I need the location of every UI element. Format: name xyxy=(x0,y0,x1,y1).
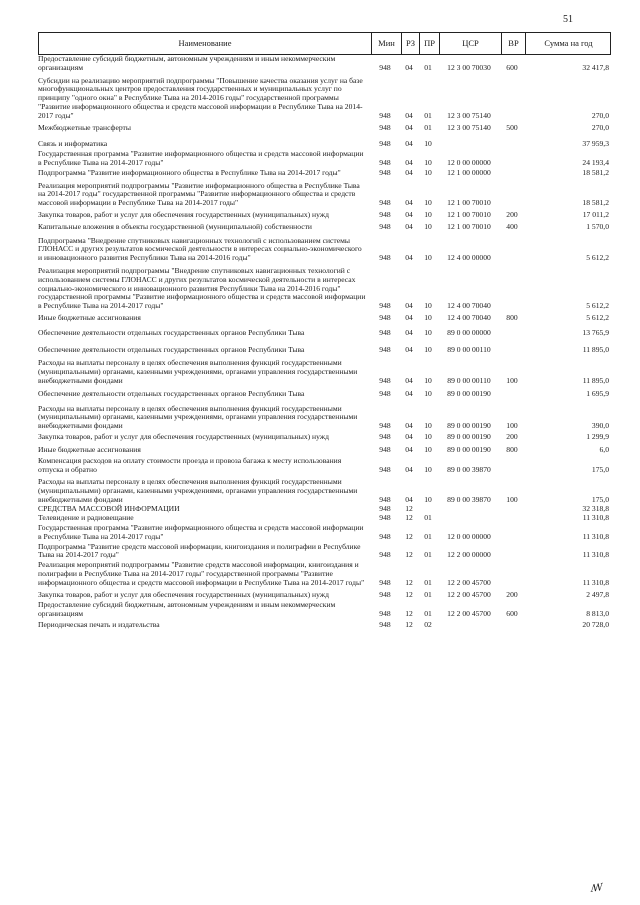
row-min: 948 xyxy=(379,221,391,231)
row-name: Субсидии на реализацию мероприятий подпрограммы "Повышение качества оказания услуг на базе многофункциональных центров предоставления государственных и муниципальных услуг по принципу "одного окна" в Республике Тыва на 2014-2016 годы" государственной программы "Развитие информационного общества и средств массовой информации в Республике Тыва на 2014-2017 годы" xyxy=(38,75,363,120)
row-name: Реализация мероприятий подпрограммы "Внедрение спутниковых навигационных технологий с использованием системы ГЛОНАСС и других результатов космической деятельности в интересах социально-экономического и инновационного развития Республики Тыва на 2014-2016 годы" государственной программы "Развитие информационного общества и средств массовой информации в Республике Тыва на 2014-2017 годы" xyxy=(38,265,366,311)
table-row xyxy=(38,267,611,311)
row-vr: 200 xyxy=(506,209,518,219)
row-sum: 11 310,8 xyxy=(582,577,609,587)
row-rz: 12 xyxy=(405,550,413,560)
row-min: 948 xyxy=(379,504,391,514)
row-csr: 12 2 00 45700 xyxy=(447,589,491,599)
row-pr: 10 xyxy=(424,421,432,431)
row-sum: 11 310,8 xyxy=(582,550,609,560)
row-csr: 12 2 00 45700 xyxy=(447,609,491,619)
row-rz: 12 xyxy=(405,504,413,514)
row-name: Предоставление субсидий бюджетным, автономным учреждениям и иным некоммерческим организациям xyxy=(38,600,336,619)
row-name: Государственная программа "Развитие информационного общества и средств массовой информации в Республике Тыва на 2014-2017 годы" xyxy=(38,149,364,167)
row-sum: 18 581,2 xyxy=(582,198,609,208)
row-sum: 18 581,2 xyxy=(582,167,609,177)
row-rz: 04 xyxy=(405,312,413,322)
row-rz: 12 xyxy=(405,609,413,619)
row-pr: 01 xyxy=(424,550,432,560)
table-row xyxy=(38,329,611,338)
row-sum: 32 318,8 xyxy=(582,504,609,514)
row-csr: 12 1 00 70010 xyxy=(447,221,491,231)
row-sum: 1 299,9 xyxy=(586,431,609,441)
row-vr: 600 xyxy=(506,609,518,619)
table-row xyxy=(38,314,611,323)
row-pr: 10 xyxy=(424,139,432,149)
row-rz: 04 xyxy=(405,494,413,504)
row-min: 948 xyxy=(379,312,391,322)
row-name: Периодическая печать и издательства xyxy=(38,620,160,630)
row-pr: 01 xyxy=(424,609,432,619)
row-sum: 390,0 xyxy=(591,421,609,431)
row-rz: 04 xyxy=(405,198,413,208)
row-name: Реализация мероприятий подпрограммы "Развитие средств массовой информации, книгоиздания и полиграфии в Республике Тыва на 2014-2017 годы" государственной программы "Развитие информационного общества и средств массовой информации в Республике Тыва на 2014-2017 годы" xyxy=(38,560,365,587)
row-csr: 12 1 00 00000 xyxy=(447,167,491,177)
row-sum: 20 728,0 xyxy=(582,620,609,630)
row-min: 948 xyxy=(379,589,391,599)
row-sum: 5 612,2 xyxy=(586,253,609,263)
row-name: Подпрограмма "Внедрение спутниковых навигационных технологий с использованием системы ГЛОНАСС и других результатов космической деятельности в интересах социально-экономического и инновационного развития Республики Тыва на 2014-2016 годы" xyxy=(38,235,362,263)
row-rz: 04 xyxy=(405,375,413,385)
row-csr: 89 0 00 00110 xyxy=(447,344,491,354)
row-csr: 89 0 00 00000 xyxy=(447,327,491,337)
row-rz: 04 xyxy=(405,167,413,177)
table-row xyxy=(38,561,611,587)
row-rz: 04 xyxy=(405,431,413,441)
row-sum: 8 813,0 xyxy=(586,609,609,619)
table-row xyxy=(38,124,611,133)
row-sum: 5 612,2 xyxy=(586,312,609,322)
row-sum: 37 959,3 xyxy=(582,139,609,149)
row-pr: 02 xyxy=(424,620,432,630)
column-header-csr: ЦСР xyxy=(439,33,501,54)
table-row xyxy=(38,169,611,178)
row-min: 948 xyxy=(379,327,391,337)
row-min: 948 xyxy=(379,444,391,454)
table-row xyxy=(38,237,611,263)
row-csr: 12 3 00 75140 xyxy=(447,110,491,120)
table-row xyxy=(38,390,611,399)
row-name: Межбюджетные трансферты xyxy=(38,122,131,132)
row-vr: 100 xyxy=(506,421,518,431)
row-name: Телевидение и радиовещание xyxy=(38,513,134,523)
row-pr: 10 xyxy=(424,431,432,441)
table-row xyxy=(38,359,611,385)
row-vr: 200 xyxy=(506,589,518,599)
table-row xyxy=(38,182,611,208)
row-rz: 04 xyxy=(405,421,413,431)
row-sum: 2 497,8 xyxy=(586,589,609,599)
column-header-sum: Сумма на год xyxy=(525,33,611,54)
row-pr: 10 xyxy=(424,465,432,475)
row-csr: 12 2 00 45700 xyxy=(447,577,491,587)
row-min: 948 xyxy=(379,157,391,167)
table-row xyxy=(38,433,611,442)
row-vr: 200 xyxy=(506,431,518,441)
table-row xyxy=(38,621,611,630)
row-csr: 89 0 00 39870 xyxy=(447,465,491,475)
row-name: СРЕДСТВА МАССОВОЙ ИНФОРМАЦИИ xyxy=(38,504,180,514)
row-pr: 01 xyxy=(424,62,432,72)
row-min: 948 xyxy=(379,609,391,619)
column-header-min: Мин xyxy=(371,33,401,54)
handwritten-mark: ꟿ xyxy=(590,882,604,895)
row-vr: 500 xyxy=(506,122,518,132)
row-rz: 04 xyxy=(405,465,413,475)
row-rz: 04 xyxy=(405,221,413,231)
row-min: 948 xyxy=(379,513,391,523)
row-sum: 24 193,4 xyxy=(582,157,609,167)
row-sum: 17 011,2 xyxy=(582,209,609,219)
row-min: 948 xyxy=(379,344,391,354)
row-name: Предоставление субсидий бюджетным, автономным учреждениям и иным некоммерческим организациям xyxy=(38,54,336,72)
row-min: 948 xyxy=(379,110,391,120)
table-row xyxy=(38,55,611,73)
row-pr: 10 xyxy=(424,327,432,337)
table-row xyxy=(38,77,611,121)
row-csr: 89 0 00 00190 xyxy=(447,431,491,441)
row-vr: 400 xyxy=(506,221,518,231)
row-sum: 11 310,8 xyxy=(582,513,609,523)
row-csr: 12 4 00 70040 xyxy=(447,301,491,311)
table-row xyxy=(38,478,611,504)
row-csr: 12 4 00 70040 xyxy=(447,312,491,322)
row-sum: 32 417,8 xyxy=(582,62,609,72)
row-csr: 12 3 00 75140 xyxy=(447,122,491,132)
table-row xyxy=(38,524,611,542)
row-csr: 12 1 00 70010 xyxy=(447,209,491,219)
row-vr: 800 xyxy=(506,444,518,454)
row-rz: 04 xyxy=(405,62,413,72)
row-name: Связь и информатика xyxy=(38,139,108,149)
row-min: 948 xyxy=(379,209,391,219)
row-min: 948 xyxy=(379,494,391,504)
row-min: 948 xyxy=(379,301,391,311)
row-min: 948 xyxy=(379,388,391,398)
row-name: Подпрограмма "Развитие средств массовой информации, книгоиздания и полиграфии в Республике Тыва на 2014-2017 годы" xyxy=(38,541,361,560)
row-pr: 01 xyxy=(424,589,432,599)
row-pr: 01 xyxy=(424,513,432,523)
row-min: 948 xyxy=(379,531,391,541)
row-min: 948 xyxy=(379,465,391,475)
row-sum: 175,0 xyxy=(591,465,609,475)
row-rz: 04 xyxy=(405,139,413,149)
row-pr: 10 xyxy=(424,444,432,454)
row-min: 948 xyxy=(379,122,391,132)
row-rz: 04 xyxy=(405,444,413,454)
row-pr: 10 xyxy=(424,167,432,177)
row-pr: 01 xyxy=(424,122,432,132)
table-row xyxy=(38,446,611,455)
table-row xyxy=(38,543,611,561)
table-row xyxy=(38,514,611,523)
row-csr: 89 0 00 00110 xyxy=(447,375,491,385)
column-header-vr: ВР xyxy=(501,33,525,54)
row-rz: 04 xyxy=(405,327,413,337)
row-sum: 1 695,9 xyxy=(586,388,609,398)
row-rz: 04 xyxy=(405,253,413,263)
table-header xyxy=(38,32,611,55)
row-min: 948 xyxy=(379,421,391,431)
row-sum: 270,0 xyxy=(591,122,609,132)
table-row xyxy=(38,150,611,168)
row-pr: 10 xyxy=(424,344,432,354)
row-name: Иные бюджетные ассигнования xyxy=(38,312,141,322)
row-min: 948 xyxy=(379,253,391,263)
row-sum: 6,0 xyxy=(599,444,609,454)
row-sum: 175,0 xyxy=(591,494,609,504)
row-rz: 04 xyxy=(405,110,413,120)
row-pr: 10 xyxy=(424,301,432,311)
row-csr: 89 0 00 00190 xyxy=(447,444,491,454)
row-name: Компенсация расходов на оплату стоимости проезда и провоза багажа к месту использования отпуска и обратно xyxy=(38,456,342,475)
row-csr: 89 0 00 39870 xyxy=(447,494,491,504)
row-name: Расходы на выплаты персоналу в целях обеспечения выполнения функций государственными (муниципальными) органами, казенными учреждениями, органами управления государственными внебюджетными фондами xyxy=(38,403,358,431)
row-pr: 10 xyxy=(424,388,432,398)
row-name: Обеспечение деятельности отдельных государственных органов Республики Тыва xyxy=(38,327,305,337)
row-name: Реализация мероприятий подпрограммы "Развитие информационного общества в Республике Тыва на 2014-2017 годы" государственной программы "Развитие информационного общества и средств массовой информации в Республике Тыва на 2014-2017 годы" xyxy=(38,180,360,208)
row-pr: 01 xyxy=(424,110,432,120)
row-sum: 270,0 xyxy=(591,110,609,120)
row-min: 948 xyxy=(379,375,391,385)
row-rz: 04 xyxy=(405,344,413,354)
row-rz: 12 xyxy=(405,577,413,587)
table-row xyxy=(38,140,611,149)
row-name: Закупка товаров, работ и услуг для обеспечения государственных (муниципальных) нужд xyxy=(38,589,329,599)
row-pr: 10 xyxy=(424,198,432,208)
row-min: 948 xyxy=(379,62,391,72)
row-rz: 12 xyxy=(405,620,413,630)
table-row xyxy=(38,591,611,600)
row-name: Расходы на выплаты персоналу в целях обеспечения выполнения функций государственными (муниципальными) органами, казенными учреждениями, органами управления государственными внебюджетными фондами xyxy=(38,477,358,504)
row-csr: 12 0 00 00000 xyxy=(447,531,491,541)
row-min: 948 xyxy=(379,550,391,560)
row-pr: 10 xyxy=(424,494,432,504)
row-sum: 13 765,9 xyxy=(582,327,609,337)
row-name: Закупка товаров, работ и услуг для обеспечения государственных (муниципальных) нужд xyxy=(38,431,329,441)
row-sum: 11 895,0 xyxy=(582,375,609,385)
row-min: 948 xyxy=(379,167,391,177)
row-min: 948 xyxy=(379,198,391,208)
row-vr: 600 xyxy=(506,62,518,72)
row-pr: 01 xyxy=(424,577,432,587)
row-rz: 12 xyxy=(405,531,413,541)
row-rz: 04 xyxy=(405,122,413,132)
row-csr: 12 4 00 00000 xyxy=(447,253,491,263)
row-pr: 10 xyxy=(424,375,432,385)
row-pr: 10 xyxy=(424,253,432,263)
row-vr: 100 xyxy=(506,494,518,504)
row-csr: 89 0 00 00190 xyxy=(447,421,491,431)
row-rz: 04 xyxy=(405,301,413,311)
row-name: Иные бюджетные ассигнования xyxy=(38,444,141,454)
row-name: Обеспечение деятельности отдельных государственных органов Республики Тыва xyxy=(38,344,305,354)
row-rz: 04 xyxy=(405,209,413,219)
column-header-rz: РЗ xyxy=(401,33,419,54)
row-pr: 01 xyxy=(424,531,432,541)
row-rz: 12 xyxy=(405,589,413,599)
row-vr: 100 xyxy=(506,375,518,385)
budget-table-body xyxy=(38,55,611,630)
row-min: 948 xyxy=(379,431,391,441)
row-name: Государственная программа "Развитие информационного общества и средств массовой информации в Республике Тыва на 2014-2017 годы" xyxy=(38,523,364,541)
row-rz: 04 xyxy=(405,388,413,398)
table-row xyxy=(38,457,611,475)
row-csr: 89 0 00 00190 xyxy=(447,388,491,398)
row-name: Капитальные вложения в объекты государственной (муниципальной) собственности xyxy=(38,221,312,231)
row-csr: 12 2 00 00000 xyxy=(447,550,491,560)
row-pr: 10 xyxy=(424,312,432,322)
row-name: Расходы на выплаты персоналу в целях обеспечения выполнения функций государственными (муниципальными) органами, казенными учреждениями, органами управления государственными внебюджетными фондами xyxy=(38,358,358,385)
row-rz: 04 xyxy=(405,157,413,167)
row-min: 948 xyxy=(379,577,391,587)
row-min: 948 xyxy=(379,139,391,149)
row-csr: 12 3 00 70030 xyxy=(447,62,491,72)
row-vr: 800 xyxy=(506,312,518,322)
row-rz: 12 xyxy=(405,513,413,523)
column-header-pr: ПР xyxy=(419,33,439,54)
row-pr: 10 xyxy=(424,157,432,167)
table-row xyxy=(38,405,611,431)
row-sum: 11 895,0 xyxy=(582,344,609,354)
page-number: 51 xyxy=(563,14,573,25)
table-row xyxy=(38,211,611,220)
column-header-name: Наименование xyxy=(178,38,232,48)
row-sum: 1 570,0 xyxy=(586,221,609,231)
row-pr: 10 xyxy=(424,221,432,231)
row-csr: 12 1 00 70010 xyxy=(447,198,491,208)
table-row xyxy=(38,346,611,355)
row-name: Обеспечение деятельности отдельных государственных органов Республики Тыва xyxy=(38,388,305,398)
table-row xyxy=(38,601,611,619)
row-sum: 11 310,8 xyxy=(582,531,609,541)
row-csr: 12 0 00 00000 xyxy=(447,157,491,167)
row-name: Подпрограмма "Развитие информационного общества в Республике Тыва на 2014-2017 годы" xyxy=(38,167,341,177)
row-min: 948 xyxy=(379,620,391,630)
table-row xyxy=(38,223,611,232)
row-name: Закупка товаров, работ и услуг для обеспечения государственных (муниципальных) нужд xyxy=(38,209,329,219)
row-pr: 10 xyxy=(424,209,432,219)
row-sum: 5 612,2 xyxy=(586,301,609,311)
